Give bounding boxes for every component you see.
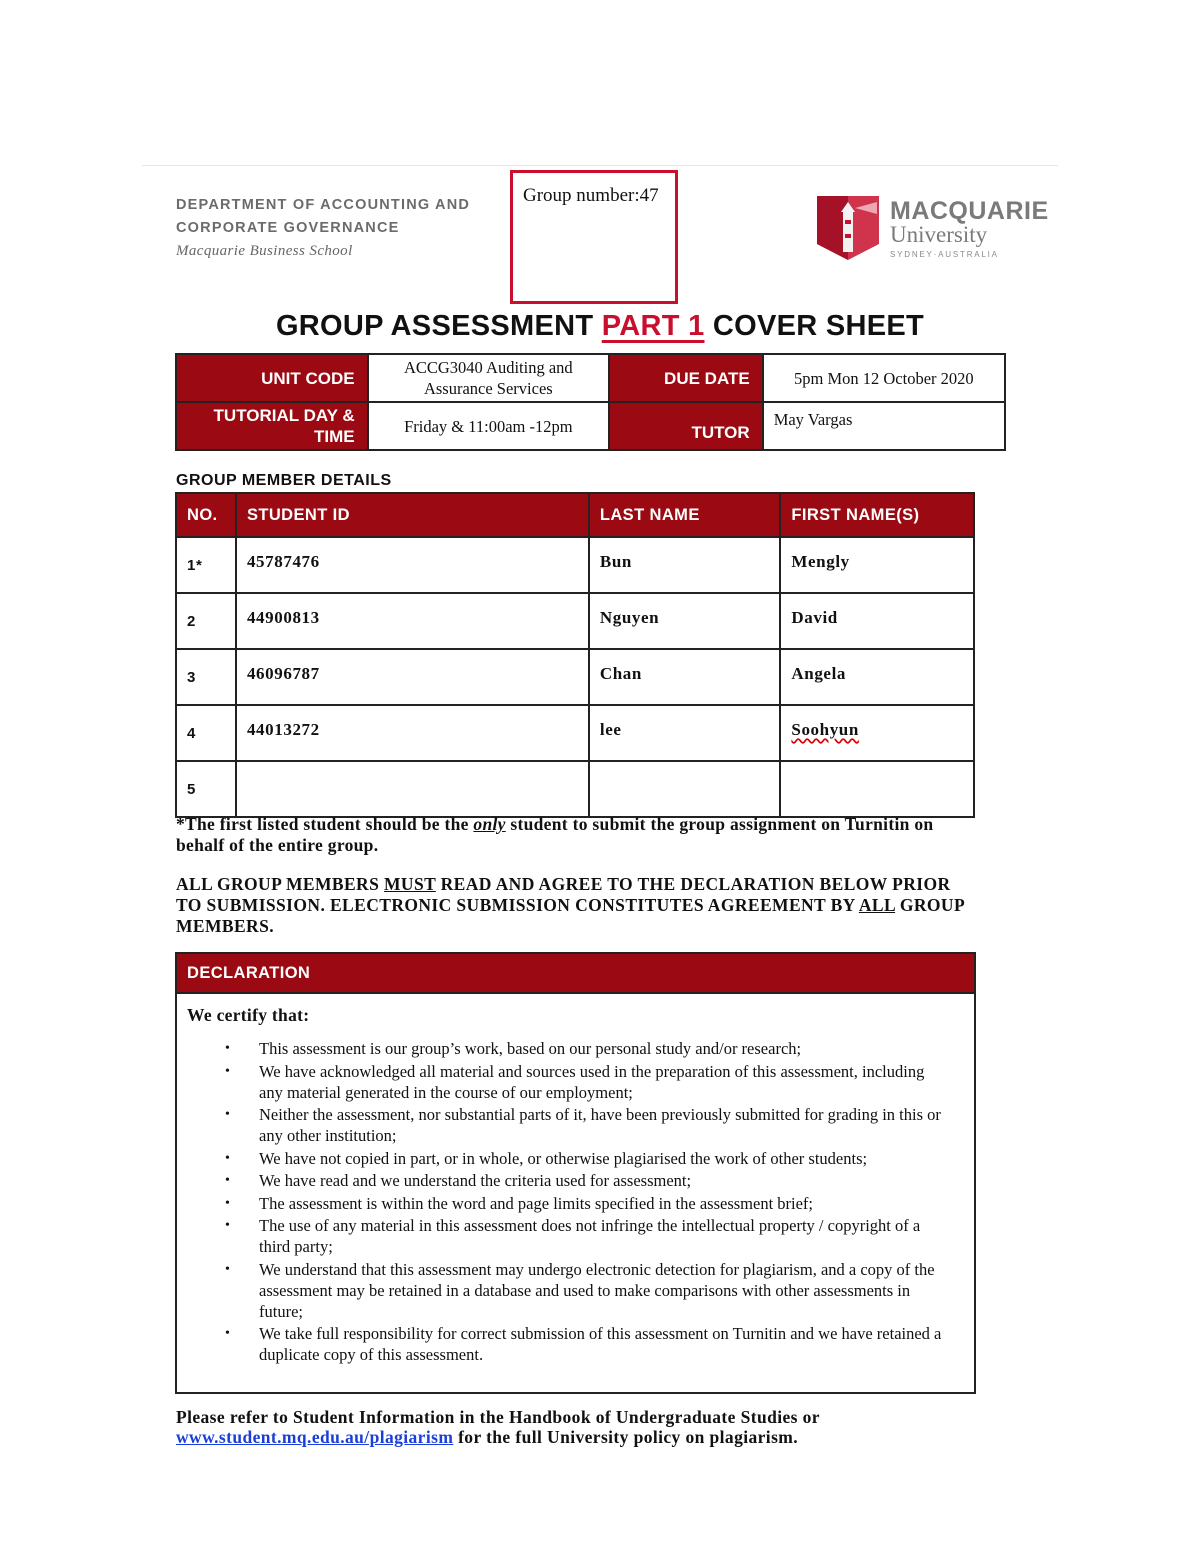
student-id: 44013272 xyxy=(236,705,589,761)
list-item: • We take full responsibility for correct submission of this assessment on Turnitin and we have retained a duplicate copy of this assessment. xyxy=(225,1324,942,1364)
first-name: David xyxy=(780,593,974,649)
list-item: • We have read and we understand the criteria used for assessment; xyxy=(225,1171,692,1190)
table-row xyxy=(176,537,974,593)
list-item: • We have acknowledged all material and sources used in the preparation of this assessment, including any material generated in the course of our employment; xyxy=(225,1061,925,1102)
page-top-rule xyxy=(142,165,1058,166)
page-title xyxy=(0,310,1200,343)
last-name xyxy=(589,761,781,817)
row-no: 3 xyxy=(176,649,236,705)
table-row xyxy=(176,705,974,761)
table-header-row xyxy=(176,493,974,537)
tutor-label: TUTOR xyxy=(609,402,763,450)
unit-info-table xyxy=(175,353,1006,451)
declaration-header: DECLARATION xyxy=(177,954,974,994)
list-item: • Neither the assessment, nor substantial parts of it, have been previously submitted for grading in this or any other institution; xyxy=(225,1105,941,1145)
title-part-b: PART 1 xyxy=(601,310,705,342)
first-name-spellcheck: Soohyun xyxy=(791,720,859,739)
last-name: Nguyen xyxy=(589,593,781,649)
first-name xyxy=(780,705,974,761)
department-heading xyxy=(176,194,470,263)
table-row xyxy=(176,649,974,705)
table-row xyxy=(176,761,974,817)
col-header-last-name: LAST NAME xyxy=(589,493,781,537)
row-no: 4 xyxy=(176,705,236,761)
list-item: • We have not copied in part, or in whole, or otherwise plagiarised the work of other students; xyxy=(225,1148,868,1168)
tutorial-label: TUTORIAL DAY & TIME xyxy=(176,402,368,450)
list-item: • We understand that this assessment may undergo electronic detection for plagiarism, and a copy of the assessment may be retained in a database and used to make comparisons with other assessments in future; xyxy=(225,1259,935,1321)
school-name: Macquarie Business School xyxy=(176,243,353,259)
student-id: 45787476 xyxy=(236,537,589,593)
student-id: 44900813 xyxy=(236,593,589,649)
row-no: 1* xyxy=(176,537,236,593)
due-date-value: 5pm Mon 12 October 2020 xyxy=(763,354,1005,402)
group-number: Group number:47 xyxy=(523,185,659,206)
dept-line-1: DEPARTMENT OF ACCOUNTING AND xyxy=(176,197,471,213)
declaration-intro: We certify that: xyxy=(187,1005,310,1025)
list-item: • The assessment is within the word and page limits specified in the assessment brief; xyxy=(225,1193,814,1213)
policy-footer: Please refer to Student Information in the Handbook of Undergraduate Studies or www.student.mq.edu.au/plagiarism for the full University policy on plagiarism. xyxy=(176,1407,820,1447)
first-name xyxy=(780,761,974,817)
plagiarism-policy-link[interactable]: www.student.mq.edu.au/plagiarism xyxy=(176,1427,454,1447)
first-name: Angela xyxy=(780,649,974,705)
title-part-a: GROUP ASSESSMENT xyxy=(275,310,602,342)
col-header-student-id: STUDENT ID xyxy=(236,493,589,537)
declaration-list xyxy=(177,1038,949,1365)
lighthouse-crest-icon xyxy=(815,194,881,262)
title-part-c: COVER SHEET xyxy=(704,310,925,342)
last-name: lee xyxy=(589,705,781,761)
declaration-box xyxy=(175,952,976,1394)
agreement-notice: ALL GROUP MEMBERS MUST READ AND AGREE TO THE DECLARATION BELOW PRIOR TO SUBMISSION. ELECTRONIC SUBMISSION CONSTITUTES AGREEMENT BY ALL GROUP MEMBERS. xyxy=(176,874,965,936)
table-row xyxy=(176,593,974,649)
logo-line-1: MACQUARIE xyxy=(890,197,1049,225)
logo-line-2: University xyxy=(890,222,988,247)
student-id xyxy=(236,761,589,817)
dept-line-2: CORPORATE GOVERNANCE xyxy=(176,220,400,236)
note-emphasis: only xyxy=(473,814,506,834)
unit-code-value: ACCG3040 Auditing and Assurance Services xyxy=(368,354,609,402)
row-no: 5 xyxy=(176,761,236,817)
list-item: • The use of any material in this assessment does not infringe the intellectual property / copyright of a third party; xyxy=(225,1216,921,1256)
tutor-value: May Vargas xyxy=(763,402,1005,450)
due-date-label: DUE DATE xyxy=(609,354,763,402)
unit-code-label: UNIT CODE xyxy=(176,354,368,402)
list-item: • This assessment is our group’s work, based on our personal study and/or research; xyxy=(225,1039,802,1058)
col-header-first-name: FIRST NAME(S) xyxy=(780,493,974,537)
logo-line-3: SYDNEY·AUSTRALIA xyxy=(890,250,999,259)
tutorial-value: Friday & 11:00am -12pm xyxy=(368,402,609,450)
col-header-no: NO. xyxy=(176,493,236,537)
last-name: Chan xyxy=(589,649,781,705)
group-number-box xyxy=(510,170,678,304)
submission-note: *The first listed student should be the only student to submit the group assignment on Turnitin on behalf of the entire group. xyxy=(176,814,934,855)
row-no: 2 xyxy=(176,593,236,649)
first-name: Mengly xyxy=(780,537,974,593)
group-members-table xyxy=(175,492,975,818)
macquarie-logo xyxy=(815,194,1049,264)
student-id: 46096787 xyxy=(236,649,589,705)
last-name: Bun xyxy=(589,537,781,593)
group-member-details-heading: GROUP MEMBER DETAILS xyxy=(176,472,392,489)
